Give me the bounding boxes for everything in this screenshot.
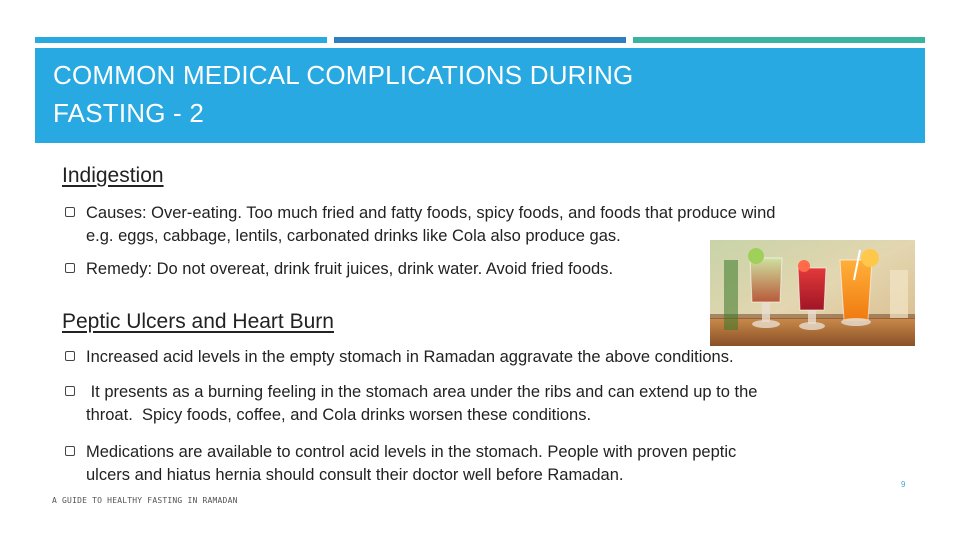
bullet-square-icon — [65, 263, 75, 273]
bullet-line: Medications are available to control acid levels in the stomach. People with proven peptic — [86, 443, 737, 461]
bullet-line: ulcers and hiatus hernia should consult their doctor well before Ramadan. — [86, 466, 624, 484]
fruit-juice-glasses-image — [710, 240, 915, 346]
bullet-line: throat. Spicy foods, coffee, and Cola drinks worsen these conditions. — [86, 406, 592, 424]
slide-title-line-1: COMMON MEDICAL COMPLICATIONS DURING — [53, 60, 634, 90]
bullet-burning-feeling — [65, 381, 915, 427]
bullet-text — [65, 441, 895, 487]
slide-footer: A GUIDE TO HEALTHY FASTING IN RAMADAN — [52, 496, 238, 505]
slide-title — [53, 56, 893, 132]
bullet-text — [65, 381, 915, 427]
top-stripe-1 — [35, 37, 327, 43]
page-number: 9 — [901, 480, 906, 489]
bullet-line: It presents as a burning feeling in the stomach area under the ribs and can extend up to the — [86, 383, 758, 401]
section-heading-indigestion: Indigestion — [62, 164, 164, 187]
top-stripe-2 — [334, 37, 626, 43]
slide-title-line-2: FASTING - 2 — [53, 98, 205, 128]
bullet-remedy — [65, 258, 705, 281]
bullet-acid-levels — [65, 346, 895, 369]
bullet-square-icon — [65, 386, 75, 396]
bullet-square-icon — [65, 351, 75, 361]
bullet-line: Causes: Over-eating. Too much fried and fatty foods, spicy foods, and foods that produce wind — [86, 204, 776, 222]
bullet-square-icon — [65, 207, 75, 217]
section-heading-peptic-ulcers: Peptic Ulcers and Heart Burn — [62, 310, 334, 333]
bullet-medications — [65, 441, 895, 487]
bullet-line: e.g. eggs, cabbage, lentils, carbonated drinks like Cola also produce gas. — [86, 227, 621, 245]
bullet-text: Remedy: Do not overeat, drink fruit juices, drink water. Avoid fried foods. — [86, 260, 614, 278]
top-stripe-3 — [633, 37, 925, 43]
title-band — [35, 48, 925, 143]
bullet-square-icon — [65, 446, 75, 456]
bullet-text: Increased acid levels in the empty stomach in Ramadan aggravate the above conditions. — [86, 348, 734, 366]
